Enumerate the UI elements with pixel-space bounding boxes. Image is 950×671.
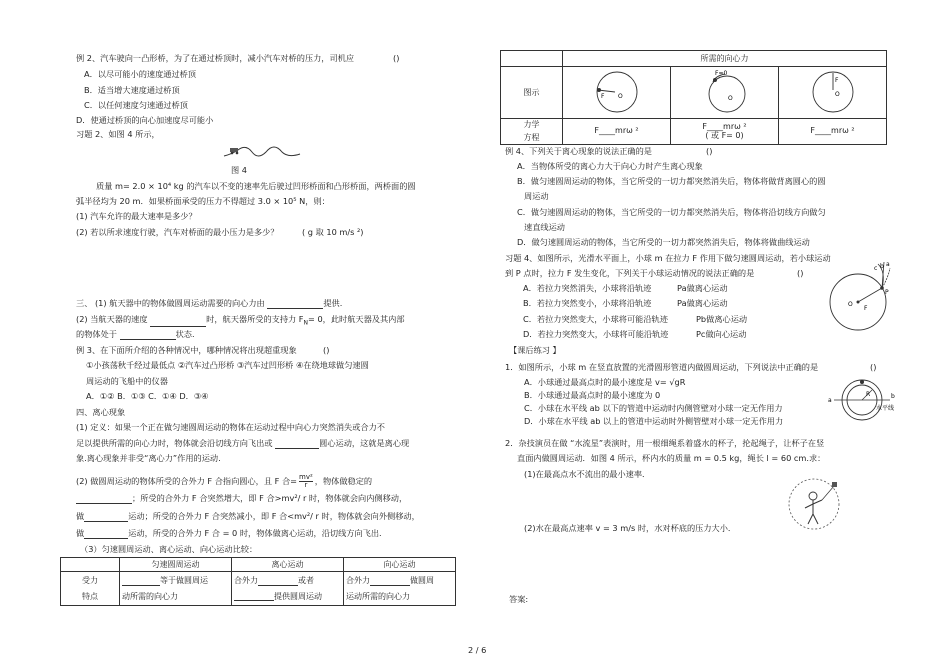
cmp-header-3: 向心运动 — [344, 558, 456, 572]
hw4-opt-d: D．若拉力突然变大，小球将可能沿轨迹 — [523, 329, 669, 339]
ex3-items: ①小孩荡秋千经过最低点 ②汽车过凸形桥 ③汽车过凹形桥 ④在绕地球做匀速圆 — [86, 360, 369, 370]
s4-1d: 象.离心现象并非受“离心力”作用的运动. — [76, 453, 221, 463]
hw4-a: 习题 4、如图所示，光滑水平面上，小球 m 在拉力 F 作用下做匀速圆周运动，若小球运动 — [505, 253, 831, 263]
water-star-figure — [786, 476, 842, 534]
cmp-header-0 — [61, 558, 120, 572]
p1-paren: () — [870, 362, 877, 372]
s4-2a: (2) 做圆周运动的物体所受的合外力 F 合指向圆心，且 F 合= $\frac{\text{mv²}}{r}$ ，物体做稳定的 — [76, 473, 373, 489]
cmp-cell-2: 合外力 或者 提供圆周运动 — [232, 572, 344, 606]
hw2-g: ( g 取 10 m/s ²) — [302, 227, 364, 237]
s4-1b: 足以提供所需的向心力时，物体就会沿切线方向飞出或 圆心运动，这就是离心现 — [76, 438, 410, 448]
s4-2d: 做 运动；所受的合外力 F 合突然减小，即 F 合<mv²/ r 时，物体就会向外侧移动， — [76, 511, 420, 521]
hw4-tail-b: Pa做离心运动 — [677, 298, 728, 308]
hw4-b: 到 P 点时，拉力 F 发生变化，下列关于小球运动情况的说法正确的是 — [505, 268, 755, 278]
ex3-title: 例 3、在下面所介绍的各种情况中，哪种情况将出现超重现象 — [76, 345, 297, 355]
ex4-title: 例 4、下列关于离心现象的说法正确的是 — [505, 146, 652, 156]
cmp-rowhead: 受力 特点 — [61, 572, 120, 606]
svg-text:b: b — [891, 393, 895, 400]
ex3-opts: A．①② B．①③ C．①④ D．③④ — [86, 391, 209, 401]
ex3-items2: 周运动的飞船中的仪器 — [86, 376, 168, 386]
circle-diagram-1 — [587, 68, 647, 114]
ex4-opt-b2: 周运动 — [524, 191, 549, 201]
p2-q2: (2)水在最高点速率 v = 3 m/s 时，水对杯底的压力大小． — [524, 523, 737, 533]
p2-a: 2．杂技演员在做 “水流星”表演时，用一根细绳系着盛水的杯子，抡起绳子，让杯子在竖 — [505, 438, 825, 448]
comparison-table — [60, 557, 456, 606]
ex4-paren: () — [706, 146, 713, 156]
ex2-title: 例 2、汽车驶向一凸形桥，为了在通过桥顶时，减小汽车对桥的压力，司机应 — [76, 53, 355, 63]
hw4-tail-d: Pc做向心运动 — [696, 329, 747, 339]
s4-2f: 做 运动，所受的合外力 F 合 = 0 时，物体做离心运动，沿切线方向飞出. — [76, 528, 382, 538]
cmp-header-1: 匀速圆周运动 — [120, 558, 232, 572]
ex2-opt-c: C．以任何速度匀速通过桥顶 — [84, 100, 188, 110]
diagram-3 — [779, 67, 887, 119]
force-table — [500, 50, 887, 145]
hw4-paren: () — [797, 268, 804, 278]
diagram-2 — [671, 67, 779, 119]
svg-text:F: F — [834, 77, 838, 84]
cmp-cell-3: 合外力 做圆周 运动所需的向心力 — [344, 572, 456, 606]
force-row-diagram: 图示 — [501, 67, 563, 119]
svg-text:O: O — [617, 93, 623, 100]
s4-2c: ；所受的合外力 F 合突然增大，即 F 合>mv²/ r 时，物体就会向内侧移动， — [76, 494, 407, 504]
fig4-caption: 图 4 — [231, 165, 247, 175]
hw2-body2: 弧半径均为 20 m．如果桥面承受的压力不得超过 3.0 × 10⁵ N，则： — [76, 196, 330, 206]
s3-2: (2) 当航天器的速度 时，航天器所受的支持力 $F_N= 0$，此时航天器及其内部 — [76, 314, 405, 327]
ex4-opt-d: D．做匀速圆周运动的物体，当它所受的一切力都突然消失后，物体将做曲线运动 — [517, 237, 810, 247]
svg-text:R: R — [866, 391, 871, 398]
answer-label: 答案: — [509, 594, 529, 604]
hw2-q2: (2) 若以所求速度行驶，汽车对桥面的最小压力是多少？ — [76, 227, 279, 237]
after-class-title: 【课后练习 】 — [509, 345, 561, 355]
ex2-opt-a: A．以尽可能小的速度通过桥顶 — [84, 69, 197, 79]
ex3-paren: () — [323, 345, 330, 355]
ex4-opt-a: A．当物体所受的离心力大于向心力时产生离心现象 — [517, 161, 703, 171]
hw2-body1: 质量 m= 2.0 × 10⁴ kg 的汽车以不变的速率先后驶过凹形桥面和凸形桥面，两桥面的圆 — [96, 181, 416, 191]
trajectory-figure — [820, 258, 896, 338]
p1-opt-a: A．小球通过最高点时的最小速度是 v= √gR — [524, 377, 686, 387]
p1-formula: v= √gR — [655, 377, 686, 387]
diagram-1 — [563, 67, 671, 119]
s3-2-cont: 的物体处于 状态. — [76, 329, 195, 339]
bridge-figure — [222, 138, 302, 164]
p1-title: 1．如图所示，小球 m 在竖直放置的光滑圆形管道内做圆周运动，下列说法中正确的是 — [505, 362, 819, 372]
cmp-header-2: 离心运动 — [232, 558, 344, 572]
s3-1: 三、 (1) 航天器中的物体做圆周运动需要的向心力由 提供. — [76, 298, 343, 308]
svg-text:b: b — [880, 263, 884, 270]
svg-text:a: a — [828, 397, 832, 404]
hw2-title: 习题 2、如图 4 所示， — [76, 129, 160, 139]
svg-text:a: a — [886, 261, 890, 268]
p1-opt-c: C．小球在水平线 ab 以下的管道中运动时内侧管壁对小球一定无作用力 — [524, 403, 783, 413]
ex2-paren: () — [393, 53, 400, 63]
hw4-tail-c: Pb做离心运动 — [696, 314, 748, 324]
cmp-cell-1: 等于做圆周运 动所需的向心力 — [120, 572, 232, 606]
s4-title: 四、离心现象 — [76, 407, 126, 417]
svg-text:F: F — [600, 93, 604, 100]
p1-opt-d: D．小球在水平线 ab 以上的管道中运动时外侧管壁对小球一定无作用力 — [524, 416, 784, 426]
ex2-opt-b: B．适当增大速度通过桥顶 — [84, 85, 180, 95]
circle-diagram-3 — [803, 68, 863, 114]
ex4-opt-c: C．做匀速圆周运动的物体，当它所受的一切力都突然消失后，物体将沿切线方向做匀 — [517, 207, 826, 217]
circle-diagram-2 — [695, 68, 755, 114]
p2-q1: (1)在最高点水不流出的最小速率． — [524, 469, 651, 479]
hw4-opt-c: C．若拉力突然变大，小球将可能沿轨迹 — [523, 314, 668, 324]
p2-b: 直面内做圆周运动．如图 4 所示，杯内水的质量 m = 0.5 kg，绳长 l = 60 cm.求： — [517, 453, 826, 463]
svg-text:O: O — [727, 95, 733, 102]
ex4-opt-b: B．做匀速圆周运动的物体，当它所受的一切力都突然消失后，物体将做背离圆心的圆 — [517, 176, 826, 186]
ex4-opt-c2: 速直线运动 — [524, 222, 565, 232]
page-number: 2 / 6 — [468, 645, 487, 655]
tube-figure — [826, 376, 896, 426]
force-table-header: 所需的向心力 — [563, 51, 887, 67]
svg-text:O: O — [848, 301, 853, 308]
eq-1: F____mrω ² — [563, 118, 671, 144]
force-row-eq: 力学 方程 — [501, 118, 563, 144]
svg-text:c: c — [874, 265, 878, 272]
s4-3: （3）匀速圆周运动、离心运动、向心运动比较： — [80, 544, 258, 554]
eq-2: F____mrω ² ( 或 F= 0) — [671, 118, 779, 144]
svg-text:F=0: F=0 — [714, 70, 727, 77]
ex2-opt-d: D．使通过桥顶的向心加速度尽可能小 — [76, 115, 214, 125]
hw4-tail-a: Pa做离心运动 — [677, 283, 728, 293]
p1-opt-b: B．小球通过最高点时的最小速度为 0 — [524, 390, 661, 400]
hw4-opt-a: A．若拉力突然消失，小球将沿轨迹 — [523, 283, 652, 293]
svg-text:水平线: 水平线 — [876, 405, 895, 412]
svg-text:P: P — [885, 289, 889, 296]
hw4-opt-b: B．若拉力突然变小，小球将沿轨迹 — [523, 298, 652, 308]
s4-1a: (1) 定义：如果一个正在做匀速圆周运动的物体在运动过程中向心力突然消失或合力不 — [76, 422, 385, 432]
eq-3: F____mrω ² — [779, 118, 887, 144]
svg-text:F: F — [864, 305, 868, 312]
svg-text:O: O — [834, 91, 840, 98]
hw2-q1: (1) 汽车允许的最大速率是多少？ — [76, 211, 197, 221]
